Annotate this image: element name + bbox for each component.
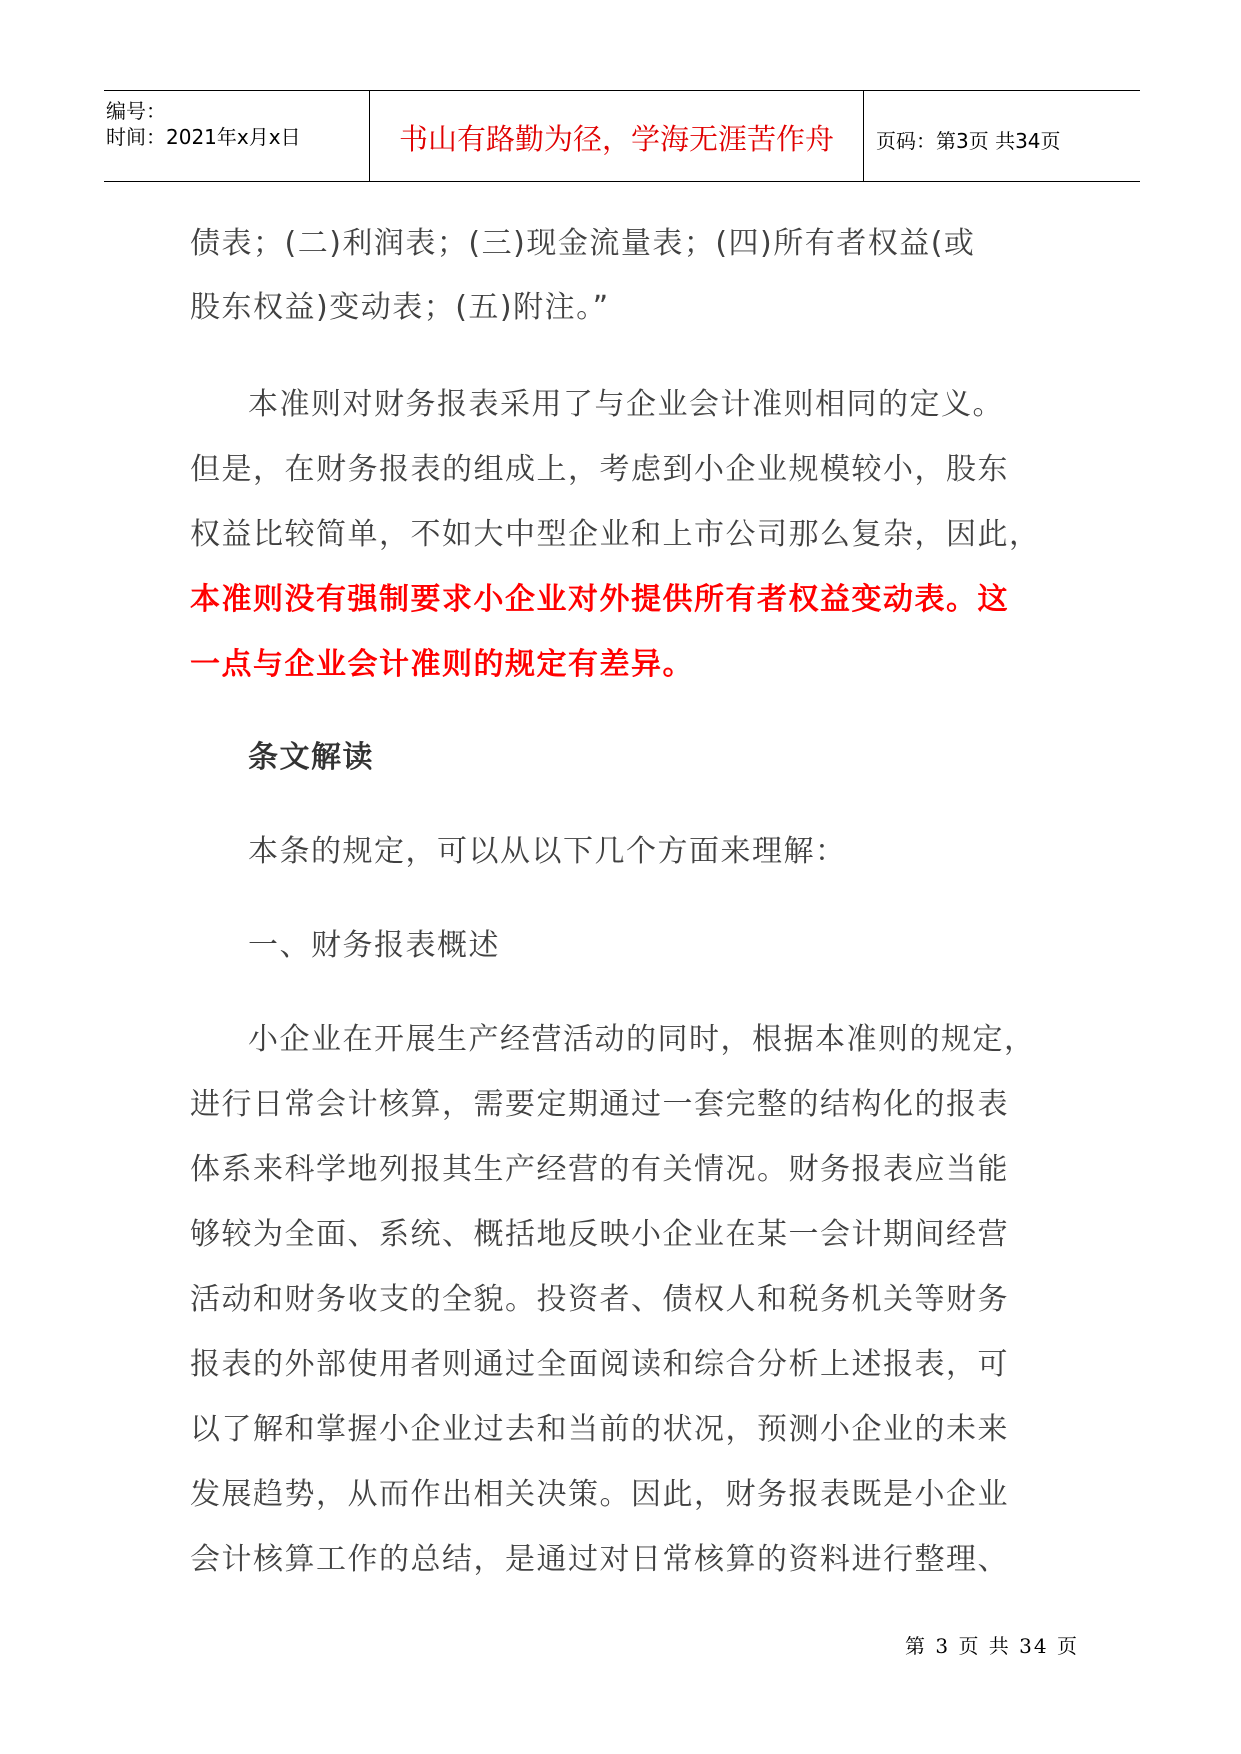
header-motto-cell	[369, 91, 864, 181]
body-paragraph-line: 本准则对财务报表采用了与企业会计准则相同的定义。	[248, 387, 1004, 422]
header-motto: 书山有路勤为径，学海无涯苦作舟	[398, 122, 834, 156]
highlighted-text-line: 本准则没有强制要求小企业对外提供所有者权益变动表。这	[190, 582, 1009, 617]
body-paragraph-line: 够较为全面、系统、概括地反映小企业在某一会计期间经营	[190, 1217, 1009, 1252]
page-footer-number: 第 3 页 共 34 页	[905, 1634, 1079, 1658]
header-info-cell	[104, 91, 369, 181]
body-paragraph-line: 体系来科学地列报其生产经营的有关情况。财务报表应当能	[190, 1152, 1009, 1187]
page-header	[104, 90, 1140, 182]
body-paragraph-line: 债表；(二)利润表；(三)现金流量表；(四)所有者权益(或	[190, 226, 976, 261]
document-time-label: 时间：2021年x月x日	[106, 125, 301, 149]
subsection-heading: 一、财务报表概述	[248, 928, 500, 963]
body-paragraph-line: 股东权益)变动表；(五)附注。”	[190, 290, 610, 325]
body-paragraph-line: 报表的外部使用者则通过全面阅读和综合分析上述报表，可	[190, 1347, 1009, 1382]
body-paragraph-line: 活动和财务收支的全貌。投资者、债权人和税务机关等财务	[190, 1282, 1009, 1317]
header-page-code: 页码：第3页 共34页	[876, 129, 1061, 153]
body-paragraph-line: 本条的规定，可以从以下几个方面来理解：	[248, 834, 847, 869]
section-heading: 条文解读	[248, 740, 374, 775]
body-paragraph-line: 小企业在开展生产经营活动的同时，根据本准则的规定，	[248, 1022, 1036, 1057]
body-paragraph-line: 进行日常会计核算，需要定期通过一套完整的结构化的报表	[190, 1087, 1009, 1122]
body-paragraph-line: 以了解和掌握小企业过去和当前的状况，预测小企业的未来	[190, 1412, 1009, 1447]
body-paragraph-line: 会计核算工作的总结，是通过对日常核算的资料进行整理、	[190, 1542, 1009, 1577]
document-number-label: 编号：	[106, 99, 166, 123]
highlighted-text-line: 一点与企业会计准则的规定有差异。	[190, 647, 694, 682]
body-paragraph-line: 权益比较简单，不如大中型企业和上市公司那么复杂，因此，	[190, 517, 1041, 552]
body-paragraph-line: 但是，在财务报表的组成上，考虑到小企业规模较小，股东	[190, 452, 1009, 487]
body-paragraph-line: 发展趋势，从而作出相关决策。因此，财务报表既是小企业	[190, 1477, 1009, 1512]
header-page-cell	[864, 91, 1140, 181]
